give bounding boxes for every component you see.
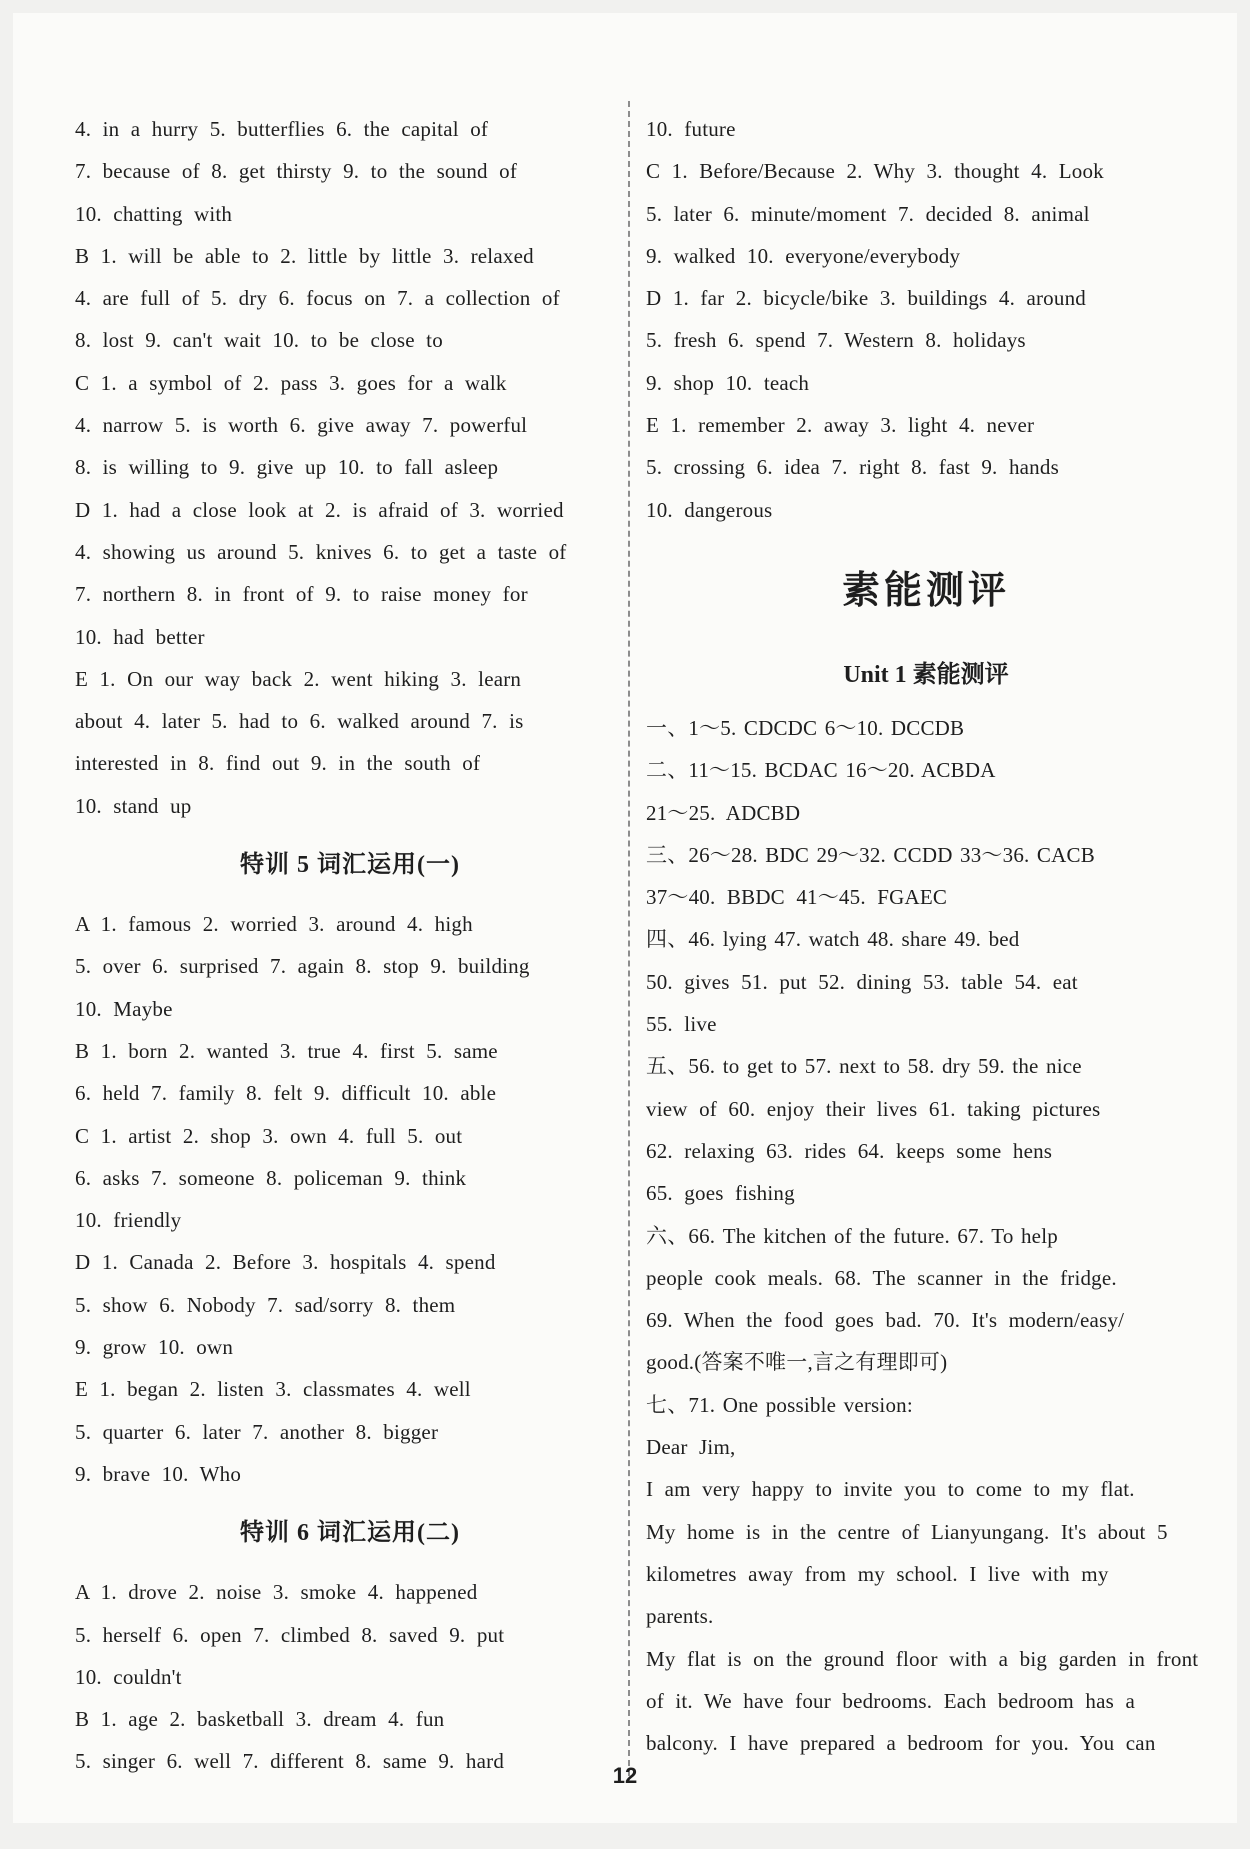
answer-line: 50. gives 51. put 52. dining 53. table 54. eat	[646, 969, 1078, 994]
answer-line: E 1. On our way back 2. went hiking 3. learn	[75, 666, 522, 691]
answer-line: 65. goes fishing	[646, 1181, 795, 1206]
answer-block-part1	[75, 108, 625, 827]
answer-line: My home is in the centre of Lianyungang. It's about 5	[646, 1519, 1168, 1544]
answer-line: B 1. born 2. wanted 3. true 4. first 5. same	[75, 1038, 498, 1063]
answer-line: Dear Jim,	[646, 1435, 736, 1460]
section-title-5: 特训 5 词汇运用(一)	[240, 852, 460, 879]
answer-line: people cook meals. 68. The scanner in the fridge.	[646, 1265, 1117, 1290]
answer-line: 5. show 6. Nobody 7. sad/sorry 8. them	[75, 1292, 456, 1317]
answer-line: C 1. a symbol of 2. pass 3. goes for a walk	[75, 370, 507, 395]
answer-line: C 1. Before/Because 2. Why 3. thought 4. Look	[646, 159, 1104, 184]
answer-line: 四、46. lying 47. watch 48. share 49. bed	[646, 927, 1020, 952]
answer-line: 五、56. to get to 57. next to 58. dry 59. the nice	[646, 1054, 1082, 1079]
answer-line: 8. is willing to 9. give up 10. to fall asleep	[75, 455, 499, 480]
answer-line: 5. later 6. minute/moment 7. decided 8. animal	[646, 201, 1090, 226]
answer-line: 10. future	[646, 117, 736, 141]
answer-line: 7. because of 8. get thirsty 9. to the sound of	[75, 159, 518, 184]
answer-line: 10. chatting with	[75, 201, 233, 226]
answer-line: 5. over 6. surprised 7. again 8. stop 9. building	[75, 954, 530, 979]
answer-line: 9. brave 10. Who	[75, 1461, 242, 1486]
answer-line: 9. grow 10. own	[75, 1335, 234, 1360]
answer-line: parents.	[646, 1604, 714, 1629]
answer-line: 六、66. The kitchen of the future. 67. To help	[646, 1223, 1058, 1248]
unit-title: Unit 1 素能测评	[843, 661, 1009, 688]
left-column	[75, 108, 625, 1783]
answer-line: My flat is on the ground floor with a big garden in front	[646, 1646, 1199, 1671]
answer-line: 9. walked 10. everyone/everybody	[646, 243, 961, 268]
answer-line: B 1. will be able to 2. little by little 3. relaxed	[75, 243, 534, 268]
answer-line: 七、71. One possible version:	[646, 1392, 913, 1417]
answer-line: 10. dangerous	[646, 497, 773, 522]
answer-line: D 1. had a close look at 2. is afraid of 3. worried	[75, 497, 564, 522]
answer-line: 62. relaxing 63. rides 64. keeps some hens	[646, 1138, 1053, 1163]
answer-line: interested in 8. find out 9. in the south of	[75, 751, 481, 776]
answer-line: 21～25. ADCBD	[646, 800, 801, 825]
answer-line: 10. had better	[75, 624, 205, 649]
answer-line: 二、11～15. BCDAC 16～20. ACBDA	[646, 758, 996, 783]
answer-line: E 1. began 2. listen 3. classmates 4. well	[75, 1377, 471, 1402]
answer-line: D 1. far 2. bicycle/bike 3. buildings 4. around	[646, 286, 1086, 311]
answer-line: D 1. Canada 2. Before 3. hospitals 4. spend	[75, 1250, 496, 1275]
answer-page	[13, 13, 1237, 1823]
answer-line: of it. We have four bedrooms. Each bedroom has a	[646, 1688, 1135, 1713]
chapter-title: 素能测评	[841, 569, 1010, 612]
answer-line: balcony. I have prepared a bedroom for you. You can	[646, 1731, 1156, 1756]
answer-line: 10. Maybe	[75, 996, 173, 1021]
answer-line: 4. narrow 5. is worth 6. give away 7. powerful	[75, 413, 528, 438]
answer-line: 三、26～28. BDC 29～32. CCDD 33～36. CACB	[646, 842, 1095, 867]
answer-block-continued	[646, 108, 1206, 531]
answer-block-section5	[75, 903, 625, 1495]
answer-line: good.(答案不唯一,言之有理即可)	[646, 1350, 948, 1375]
answer-line: view of 60. enjoy their lives 61. taking pictures	[646, 1096, 1101, 1121]
answer-line: 5. fresh 6. spend 7. Western 8. holidays	[646, 328, 1026, 353]
answer-line: E 1. remember 2. away 3. light 4. never	[646, 413, 1035, 438]
answer-line: 8. lost 9. can't wait 10. to be close to	[75, 328, 443, 353]
answer-line: 69. When the food goes bad. 70. It's modern/easy/	[646, 1308, 1125, 1333]
answer-block-section6	[75, 1571, 625, 1782]
answer-line: A 1. drove 2. noise 3. smoke 4. happened	[75, 1580, 478, 1605]
unit-test-answers	[646, 707, 1206, 1764]
answer-line: 6. held 7. family 8. felt 9. difficult 10. able	[75, 1081, 497, 1106]
right-column	[646, 108, 1206, 1764]
section-title-6: 特训 6 词汇运用(二)	[240, 1520, 460, 1547]
answer-line: 9. shop 10. teach	[646, 370, 810, 395]
answer-line: 10. couldn't	[75, 1664, 182, 1689]
answer-line: 5. singer 6. well 7. different 8. same 9. hard	[75, 1749, 505, 1774]
column-divider	[628, 101, 630, 1776]
answer-line: kilometres away from my school. I live with my	[646, 1561, 1109, 1586]
answer-line: 6. asks 7. someone 8. policeman 9. think	[75, 1165, 467, 1190]
answer-line: 7. northern 8. in front of 9. to raise money for	[75, 582, 528, 607]
answer-line: 4. showing us around 5. knives 6. to get a taste of	[75, 539, 567, 564]
answer-line: about 4. later 5. had to 6. walked around 7. is	[75, 709, 524, 734]
answer-line: 5. crossing 6. idea 7. right 8. fast 9. hands	[646, 455, 1059, 480]
answer-line: 10. friendly	[75, 1208, 182, 1233]
page-number: 12	[612, 1763, 638, 1788]
answer-line: A 1. famous 2. worried 3. around 4. high	[75, 912, 473, 937]
answer-line: 5. quarter 6. later 7. another 8. bigger	[75, 1419, 439, 1444]
answer-line: 5. herself 6. open 7. climbed 8. saved 9. put	[75, 1622, 505, 1647]
answer-line: B 1. age 2. basketball 3. dream 4. fun	[75, 1707, 445, 1732]
answer-line: 37～40. BBDC 41～45. FGAEC	[646, 885, 948, 910]
answer-line: 一、1～5. CDCDC 6～10. DCCDB	[646, 715, 965, 740]
answer-line: C 1. artist 2. shop 3. own 4. full 5. out	[75, 1123, 463, 1148]
answer-line: 55. live	[646, 1012, 717, 1037]
answer-line: 10. stand up	[75, 793, 192, 818]
answer-line: 4. are full of 5. dry 6. focus on 7. a collection of	[75, 286, 560, 311]
answer-line: 4. in a hurry 5. butterflies 6. the capital of	[75, 117, 489, 141]
answer-line: I am very happy to invite you to come to my flat.	[646, 1477, 1135, 1502]
